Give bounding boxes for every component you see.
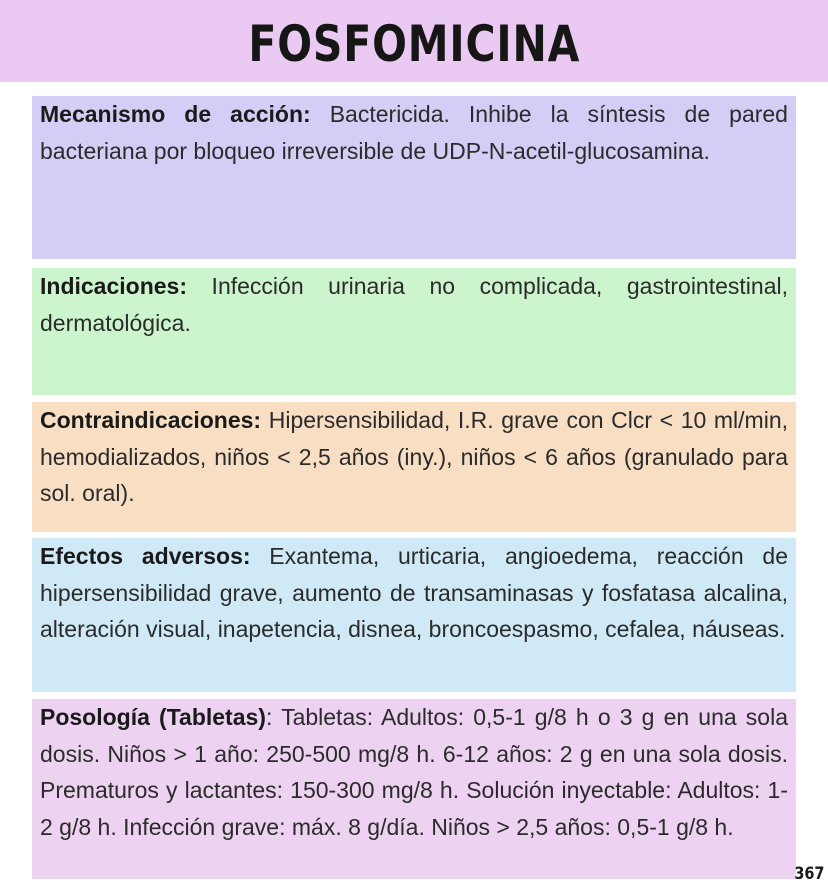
section-text: Exantema, urticaria, angioedema, reacción de hipersensibilidad grave, aumento de transaminasas y fosfatasa alcalina, alteración visual, inapetencia, disnea, broncoespasmo, cefalea, náuseas. xyxy=(40,543,788,642)
section-label: Indicaciones: xyxy=(40,273,187,299)
section-mecanismo-de-accion xyxy=(32,96,796,259)
section-label: Efectos adversos: xyxy=(40,543,251,569)
section-label: Contraindicaciones: xyxy=(40,407,262,433)
section-text: : Tabletas: Adultos: 0,5-1 g/8 h o 3 g en una sola dosis. Niños > 1 año: 250-500 mg/8 h. 6-12 años: 2 g en una sola dosis. Prematuros y lactantes: 150-300 mg/8 h. Solución inyectable: Adultos: 1-2 g/8 h. Infección grave: máx. 8 g/día. Niños > 2,5 años: 0,5-1 g/8 h. xyxy=(40,704,789,840)
section-posologia xyxy=(32,699,796,879)
title-banner xyxy=(0,0,828,82)
section-efectos-adversos xyxy=(32,538,796,692)
page-title: FOSFOMICINA xyxy=(248,15,580,73)
section-text: Bactericida. Inhibe la síntesis de pared bacteriana por bloqueo irreversible de UDP-N-acetil-glucosamina. xyxy=(40,101,788,164)
page-number: 367 xyxy=(793,864,824,884)
section-label: Mecanismo de acción: xyxy=(40,101,311,127)
section-text: Hipersensibilidad, I.R. grave con Clcr < 10 ml/min, hemodializados, niños < 2,5 años (iny.), niños < 6 años (granulado para sol. oral). xyxy=(40,407,788,506)
section-indicaciones xyxy=(32,268,796,395)
section-label: Posología (Tabletas) xyxy=(40,704,266,730)
section-text: Infección urinaria no complicada, gastrointestinal, dermatológica. xyxy=(40,273,788,336)
section-contraindicaciones xyxy=(32,402,796,532)
